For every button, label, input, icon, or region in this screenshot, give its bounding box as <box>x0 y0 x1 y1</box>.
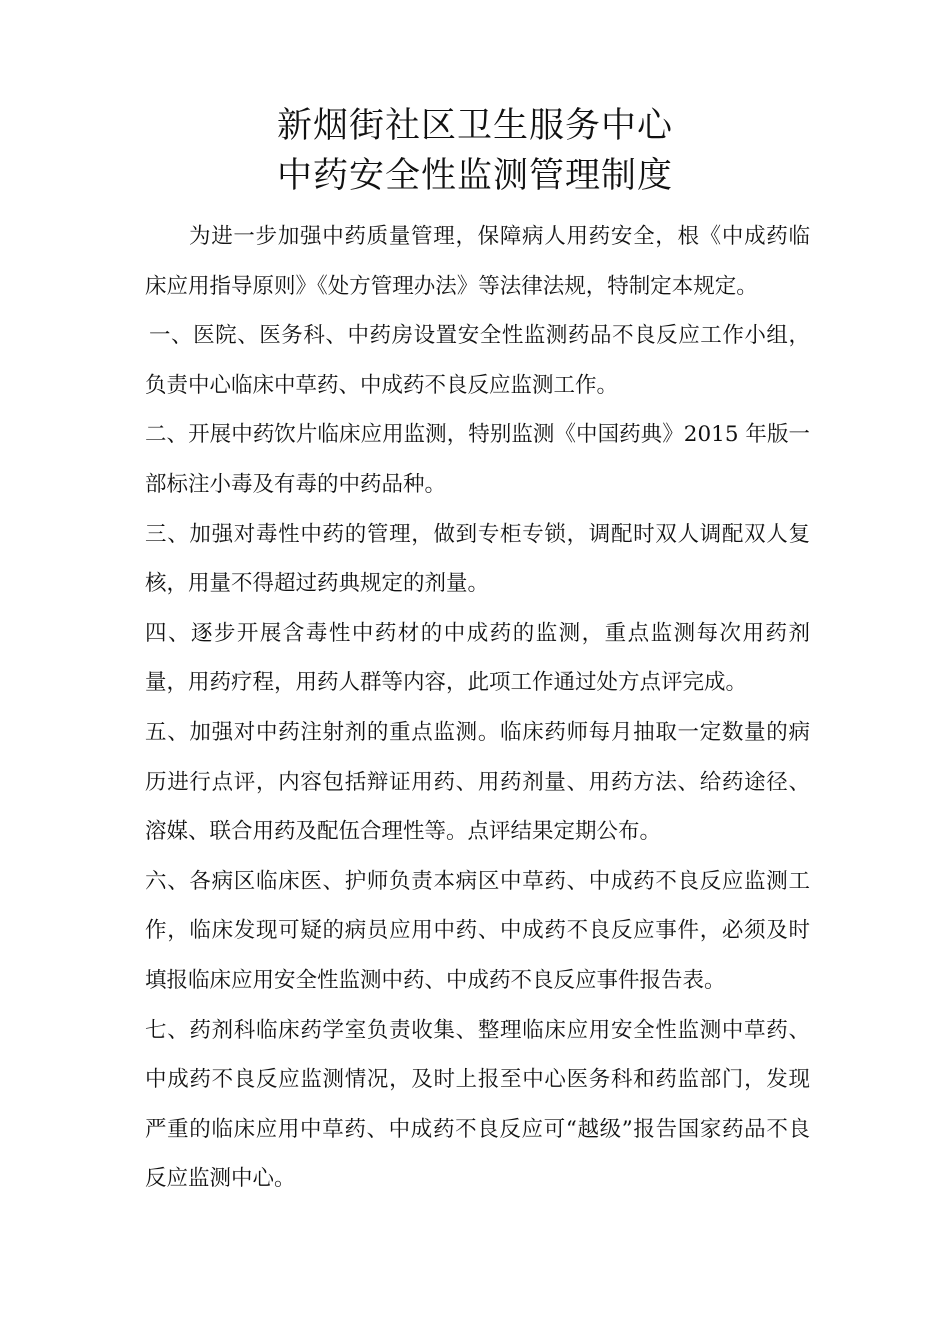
document-title-line-1: 新烟街社区卫生服务中心 <box>276 106 673 146</box>
rule-item-1: 一、医院、医务科、中药房设置安全性监测药品不良反应工作小组，负责中心临床中草药、中成药不良反应监测工作。 <box>145 323 810 398</box>
rule-item-5: 五、加强对中药注射剂的重点监测。临床药师每月抽取一定数量的病历进行点评，内容包括辩证用药、用药剂量、用药方法、给药途径、溶媒、联合用药及配伍合理性等。点评结果定期公布。 <box>145 719 810 845</box>
rule-item-7: 七、药剂科临床药学室负责收集、整理临床应用安全性监测中草药、中成药不良反应监测情况，及时上报至中心医务科和药监部门，发现严重的临床应用中草药、中成药不良反应可“越级”报告国家药品不良反应监测中心。 <box>145 1017 810 1192</box>
rule-item-3: 三、加强对毒性中药的管理，做到专柜专锁，调配时双人调配双人复核，用量不得超过药典规定的剂量。 <box>145 521 810 597</box>
document-title-line-2: 中药安全性监测管理制度 <box>276 156 673 196</box>
rule-item-2: 二、开展中药饮片临床应用监测，特别监测《中国药典》2015 年版一部标注小毒及有毒的中药品种。 <box>145 422 810 497</box>
rule-item-6: 六、各病区临床医、护师负责本病区中草药、中成药不良反应监测工作，临床发现可疑的病员应用中药、中成药不良反应事件，必须及时填报临床应用安全性监测中药、中成药不良反应事件报告表。 <box>145 868 810 993</box>
rule-item-4: 四、逐步开展含毒性中药材的中成药的监测，重点监测每次用药剂量，用药疗程，用药人群等内容，此项工作通过处方点评完成。 <box>145 620 810 696</box>
document-body <box>145 212 810 1204</box>
intro-paragraph: 为进一步加强中药质量管理，保障病人用药安全，根《中成药临床应用指导原则》《处方管理办法》等法律法规，特制定本规定。 <box>145 224 810 299</box>
